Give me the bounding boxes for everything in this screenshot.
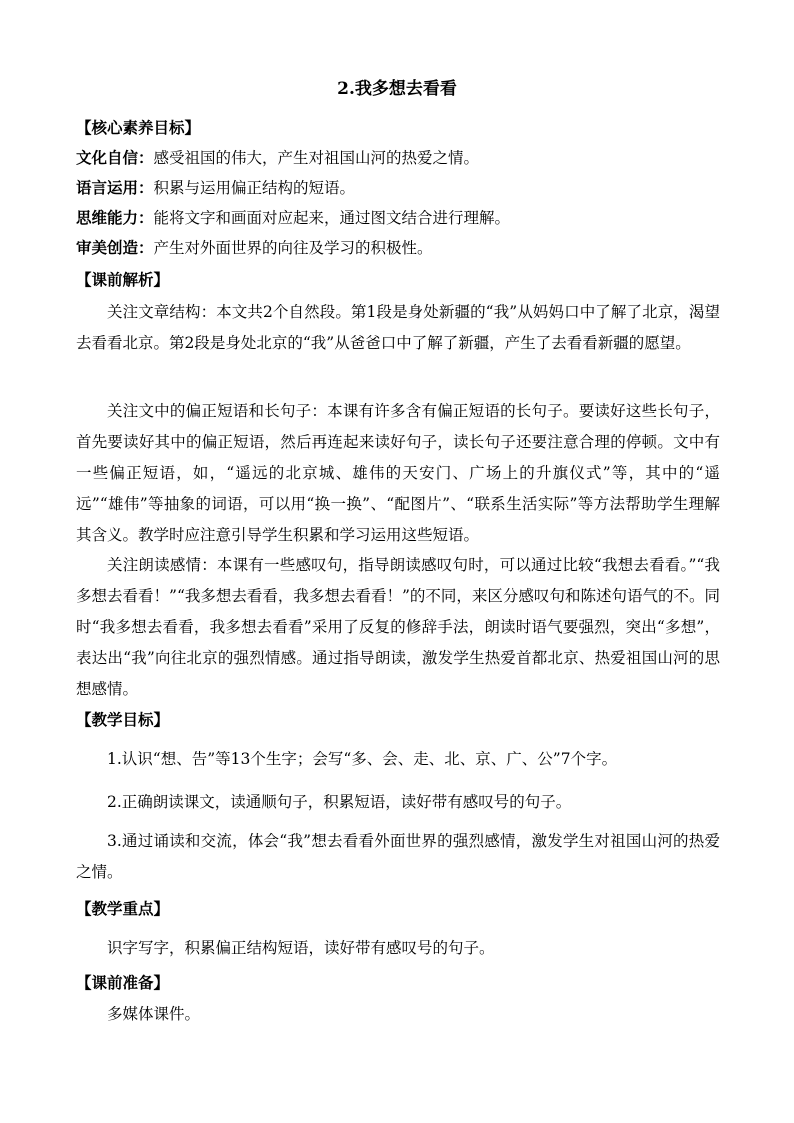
objective-item: 2.正确朗读课文，读通顺句子，积累短语，读好带有感叹号的句子。 <box>107 793 572 811</box>
goals-heading: 【核心素养目标】 <box>76 118 201 137</box>
goal-text: 积累与运用偏正结构的短语。 <box>153 179 356 197</box>
objective-item: 3.通过诵读和交流，体会“我”想去看看外面世界的强烈感情，激发学生对祖国山河的热爱之情。 <box>76 832 720 881</box>
goal-label: 审美创造： <box>76 238 154 257</box>
goal-language <box>76 177 355 199</box>
goal-text: 感受祖国的伟大，产生对祖国山河的热爱之情。 <box>153 149 480 167</box>
focus-text: 识字写字，积累偏正结构短语，读好带有感叹号的句子。 <box>107 939 495 957</box>
prep-heading: 【课前准备】 <box>76 973 170 992</box>
analysis-heading: 【课前解析】 <box>76 270 170 289</box>
analysis-paragraph-phrases: 关注文中的偏正短语和长句子：本课有许多含有偏正短语的长句子。要读好这些长句子，首先要读好其中的偏正短语，然后再连起来读好句子，读长句子还要注意合理的停顿。文中有一些偏正短语，如，“遥远的北京城、雄伟的天安门、广场上的升旗仪式”等，其中的“遥远”“雄伟”等抽象的词语，可以用“换一换”、“配图片”、“联系生活实际”等方法帮助学生理解其含义。教学时应注意引导学生积累和学习运用这些短语。 <box>76 402 720 544</box>
goal-label: 思维能力： <box>76 208 154 227</box>
goal-text: 能将文字和画面对应起来，通过图文结合进行理解。 <box>153 209 511 227</box>
goal-culture <box>76 147 479 169</box>
objectives-heading: 【教学目标】 <box>76 710 170 729</box>
analysis-paragraph-structure: 关注文章结构：本文共2个自然段。第1段是身处新疆的“我”从妈妈口中了解了北京，渴望去看看北京。第2段是身处北京的“我”从爸爸口中了解了新疆，产生了去看看新疆的愿望。 <box>76 303 720 352</box>
prep-text: 多媒体课件。 <box>107 1005 201 1023</box>
goal-text: 产生对外面世界的向往及学习的积极性。 <box>153 239 433 257</box>
goal-thinking <box>76 207 510 229</box>
objective-item: 1.认识“想、告”等13个生字；会写“多、会、走、北、京、广、公”7个字。 <box>107 750 618 768</box>
focus-heading: 【教学重点】 <box>76 899 170 918</box>
goal-label: 文化自信： <box>76 148 154 167</box>
document-title: 2.我多想去看看 <box>337 79 457 99</box>
analysis-paragraph-reading: 关注朗读感情：本课有一些感叹句，指导朗读感叹句时，可以通过比较“我想去看看。”“我多想去看看！”“我多想去看看，我多想去看看！”的不同，来区分感叹句和陈述句语气的不。同时“我多想去看看，我多想去看看”采用了反复的修辞手法，朗读时语气要强烈，突出“多想”，表达出“我”向往北京的强烈情感。通过指导朗读，激发学生热爱首都北京、热爱祖国山河的思想感情。 <box>76 556 720 698</box>
goal-label: 语言运用： <box>76 178 154 197</box>
goal-aesthetic <box>76 237 433 259</box>
